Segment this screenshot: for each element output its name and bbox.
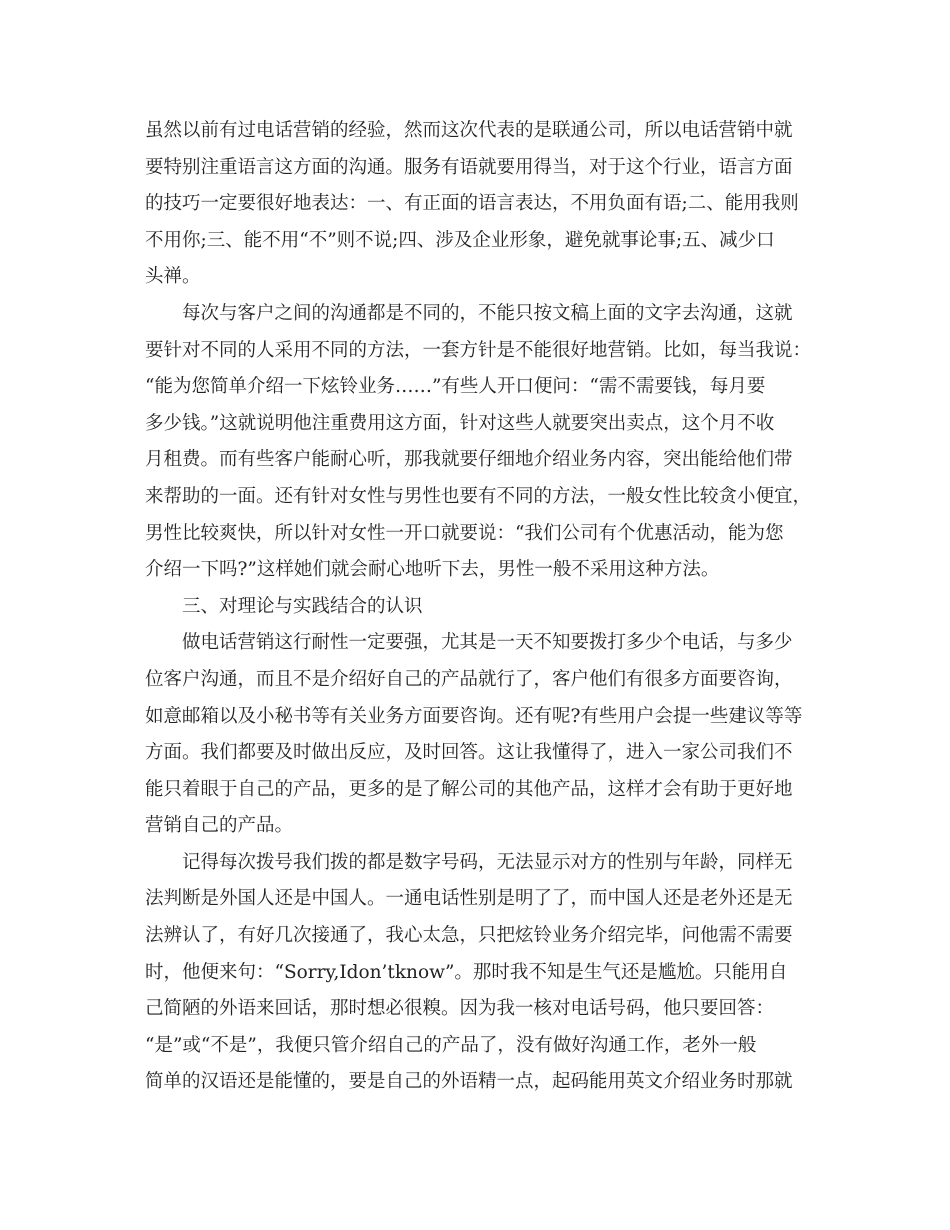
text-line: 能只着眼于自己的产品，更多的是了解公司的其他产品，这样才会有助于更好地: [145, 778, 793, 800]
text-line: 法判断是外国人还是中国人。一通电话性别是明了了，而中国人还是老外还是无: [145, 888, 793, 910]
text-line: 位客户沟通，而且不是介绍好自己的产品就行了，客户他们有很多方面要咨询，: [145, 668, 793, 690]
text-line: “是”或“不是”，我便只管介绍自己的产品了，没有做好沟通工作，老外一般: [145, 1034, 757, 1056]
text-line: “能为您简单介绍一下炫铃业务……”有些人开口便问：“需不需要钱，每月要: [145, 376, 766, 398]
text-line: 要针对不同的人采用不同的方法，一套方针是不能很好地营销。比如，每当我说：: [145, 339, 812, 361]
text-line: 头禅。: [145, 266, 201, 288]
text-line: 法辨认了，有好几次接通了，我心太急，只把炫铃业务介绍完毕，问他需不需要: [145, 925, 793, 947]
text-line: 如意邮箱以及小秘书等有关业务方面要咨询。还有呢?有些用户会提一些建议等等: [145, 705, 803, 727]
text-line: 多少钱。”这就说明他注重费用这方面，针对这些人就要突出卖点，这个月不收: [145, 412, 775, 434]
text-line: 介绍一下吗?”这样她们就会耐心地听下去，男性一般不采用这种方法。: [145, 559, 720, 581]
body-text: [145, 113, 810, 1101]
paragraph-start-line: 做电话营销这行耐性一定要强，尤其是一天不知要拨打多少个电话，与多少: [182, 632, 793, 654]
text-line: 方面。我们都要及时做出反应，及时回答。这让我懂得了，进入一家公司我们不: [145, 742, 793, 764]
text-line: 男性比较爽快，所以针对女性一开口就要说：“我们公司有个优惠活动，能为您: [145, 522, 784, 544]
section-heading: 三、对理论与实践结合的认识: [182, 595, 423, 617]
paragraph-start-line: 每次与客户之间的沟通都是不同的，不能只按文稿上面的文字去沟通，这就: [182, 302, 793, 324]
text-line: 时，他便来句：“Sorry,Idon’tknow”。那时我不知是生气还是尴尬。只能用自: [145, 961, 788, 983]
text-line: 来帮助的一面。还有针对女性与男性也要有不同的方法，一般女性比较贪小便宜，: [145, 485, 812, 507]
paragraph-start-line: 记得每次拨号我们拨的都是数字号码，无法显示对方的性别与年龄，同样无: [182, 851, 793, 873]
text-line: 虽然以前有过电话营销的经验，然而这次代表的是联通公司，所以电话营销中就: [145, 120, 793, 141]
text-line: 己简陋的外语来回话，那时想必很糗。因为我一核对电话号码，他只要回答：: [145, 998, 775, 1020]
text-line: 的技巧一定要很好地表达：一、有正面的语言表达，不用负面有语;二、能用我则: [145, 193, 799, 215]
text-line: 月租费。而有些客户能耐心听，那我就要仔细地介绍业务内容，突出能给他们带: [145, 449, 793, 471]
text-line: 简单的汉语还是能懂的，要是自己的外语精一点，起码能用英文介绍业务时那就: [145, 1071, 793, 1093]
text-line: 不用你;三、能不用“不”则不说;四、涉及企业形象，避免就事论事;五、减少口: [145, 229, 775, 251]
text-line: 营销自己的产品。: [145, 815, 294, 837]
text-line: 要特别注重语言这方面的沟通。服务有语就要用得当，对于这个行业，语言方面: [145, 156, 793, 178]
